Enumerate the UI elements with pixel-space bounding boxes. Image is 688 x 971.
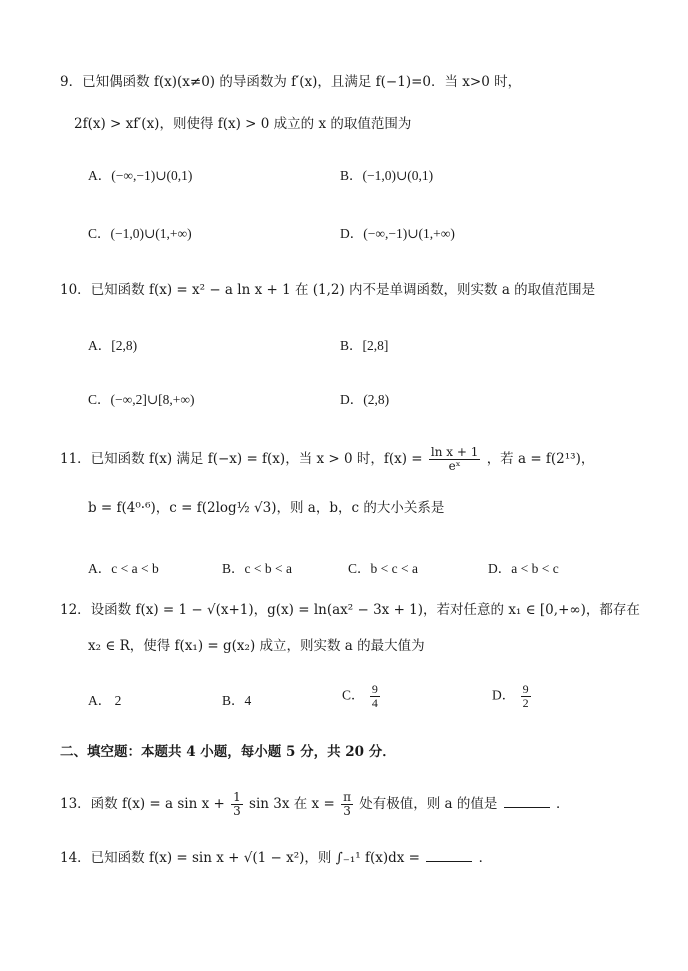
q14-stem-end: ．: [478, 850, 493, 866]
q9-stem-line2: 2f(x) > xf′(x)，则使得 f(x) > 0 成立的 x 的取值范围为: [74, 116, 412, 132]
q12-option-d: [492, 683, 533, 710]
q12-option-b: B．4: [222, 693, 252, 708]
q13-answer-blank[interactable]: [504, 795, 550, 808]
q12-option-d-fraction: [521, 683, 531, 710]
q9-option-b: B．(−1,0)∪(0,1): [340, 168, 434, 183]
section-2-heading: 二、填空题：本题共 4 小题，每小题 5 分，共 20 分．: [60, 744, 396, 760]
q13-fraction-2-denominator: 3: [343, 804, 351, 818]
q14-answer-blank[interactable]: [426, 849, 472, 862]
q11-stem-line2: b = f(4⁰·⁶)，c = f(2log½ √3)，则 a，b，c 的大小关系是: [88, 500, 445, 516]
q13-fraction-2-numerator: π: [343, 790, 351, 804]
q13-stem: [60, 791, 569, 818]
q12-stem-line2: x₂ ∈ R，使得 f(x₁) = g(x₂) 成立，则实数 a 的最大值为: [88, 638, 425, 654]
q11-fraction-numerator: ln x + 1: [430, 445, 479, 459]
q11-option-b: B．c < b < a: [222, 561, 292, 576]
q10-option-b: B．[2,8]: [340, 338, 389, 353]
q14-stem-text: 14．已知函数 f(x) = sin x + √(1 − x²)，则 ∫₋₁¹ f(x)dx =: [60, 850, 420, 866]
q10-stem: 10．已知函数 f(x) = x² − a ln x + 1 在 (1,2) 内不是单调函数，则实数 a 的取值范围是: [60, 282, 596, 298]
q11-stem-post: ，若 a = f(2¹³)，: [486, 451, 595, 467]
q13-fraction-1: [231, 791, 243, 818]
q10-option-a: A．[2,8): [88, 338, 138, 353]
q13-stem-mid: sin 3x 在 x =: [249, 796, 335, 812]
q12-option-c-denominator: 4: [371, 696, 378, 710]
q14-stem: [60, 848, 492, 868]
q12-option-c-fraction: [370, 683, 380, 710]
q13-fraction-1-denominator: 3: [233, 804, 241, 818]
q12-option-d-denominator: 2: [522, 696, 529, 710]
q12-option-c-label: C．: [342, 687, 365, 703]
q11-option-d: D．a < b < c: [488, 561, 559, 576]
q9-option-c: C．(−1,0)∪(1,+∞): [88, 226, 192, 241]
q13-stem-pre: 13．函数 f(x) = a sin x +: [60, 796, 225, 812]
q12-option-a: A． 2: [88, 693, 122, 708]
q10-option-c: C．(−∞,2]∪[8,+∞): [88, 392, 195, 407]
q11-option-c: C．b < c < a: [348, 561, 418, 576]
q12-option-d-label: D．: [492, 687, 516, 703]
q11-fraction-denominator: eˣ: [448, 459, 461, 473]
q13-stem-post: 处有极值，则 a 的值是: [359, 796, 498, 812]
q9-stem-line1: 9．已知偶函数 f(x)(x≠0) 的导函数为 f′(x)，且满足 f(−1)=0．当 x>0 时，: [60, 74, 522, 90]
q11-stem-pre: 11．已知函数 f(x) 满足 f(−x) = f(x)，当 x > 0 时，f(x) =: [60, 451, 423, 467]
q12-option-c-numerator: 9: [371, 682, 378, 696]
q9-option-d: D．(−∞,−1)∪(1,+∞): [340, 226, 455, 241]
q10-option-d: D．(2,8): [340, 392, 390, 407]
q12-stem-line1: 12．设函数 f(x) = 1 − √(x+1)，g(x) = ln(ax² − 3x + 1)，若对任意的 x₁ ∈ [0,+∞)，都存在: [60, 602, 640, 618]
q11-option-a: A．c < a < b: [88, 561, 159, 576]
q13-fraction-1-numerator: 1: [233, 790, 241, 804]
q13-fraction-2: [341, 791, 353, 818]
q11-stem-line1: [60, 446, 594, 473]
q9-option-a: A．(−∞,−1)∪(0,1): [88, 168, 193, 183]
q12-option-d-numerator: 9: [522, 682, 529, 696]
q13-stem-end: ．: [555, 796, 570, 812]
q12-option-c: [342, 683, 382, 710]
q11-fraction: [429, 446, 480, 473]
